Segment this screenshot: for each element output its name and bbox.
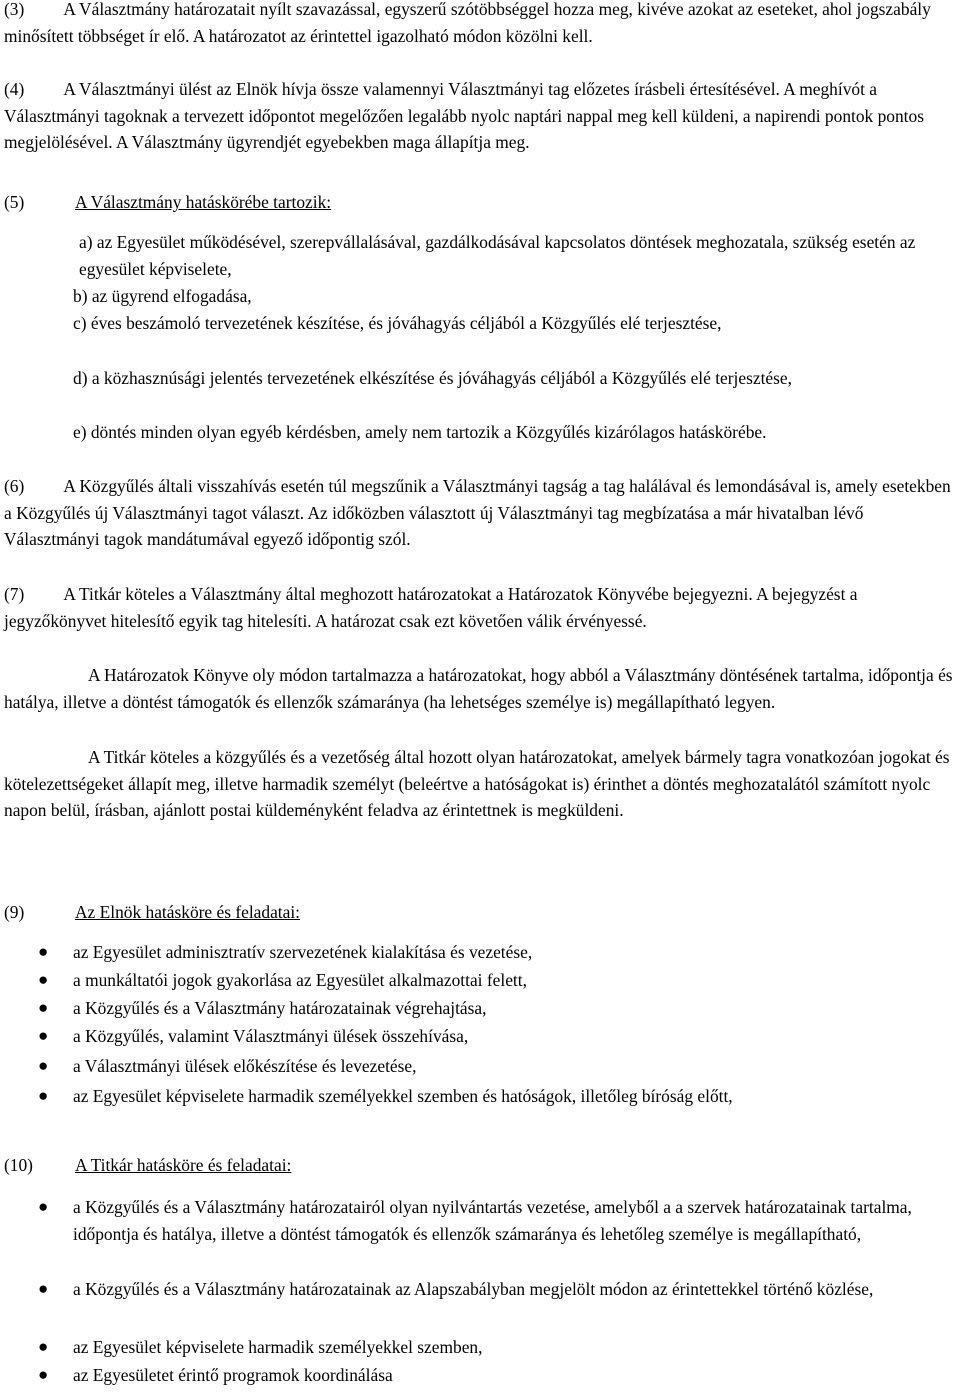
bullet-item-10-2: [38, 1276, 958, 1303]
bullet-text: a Közgyűlés és a Választmány határozatainak az Alapszabályban megjelölt módon az érintettekkel történő közlése,: [73, 1279, 874, 1299]
section-10-number: (10): [4, 1155, 33, 1175]
list-item-5c: c) éves beszámoló tervezetének készítése, és jóváhagyás céljából a Közgyűlés elé terjesztése,: [73, 313, 722, 333]
bullet-item-9-2: [38, 967, 958, 994]
list-item-5d: d) a közhasznúsági jelentés tervezetének elkészítése és jóváhagyás céljából a Közgyűlés elé terjesztése,: [73, 368, 792, 388]
section-5-heading: [4, 189, 954, 216]
bullet-icon: ●: [38, 1197, 49, 1216]
section-9-title: Az Elnök hatásköre és feladatai:: [75, 902, 301, 922]
bullet-icon: ●: [38, 1279, 49, 1298]
bullet-text: az Egyesületet érintő programok koordinálása: [73, 1365, 393, 1385]
bullet-item-10-4: [38, 1362, 958, 1389]
paragraph-7-titkar: A Titkár köteles a közgyűlés és a vezetőség által hozott olyan határozatokat, amelyek bármely tagra vonatkozóan jogokat és kötelezettségeket állapít meg, illetve harmadik személyt (beleértve a hatóságokat is) érinthet a döntés meghozatalától számított nyolc napon belül, írásban, ajánlott postai küldeményként feladva az érintettnek is megküldeni.: [4, 747, 950, 820]
bullet-icon: ●: [38, 1086, 49, 1105]
bullet-item-9-1: [38, 939, 958, 966]
bullet-item-9-5: [38, 1053, 958, 1080]
bullet-icon: ●: [38, 1026, 49, 1045]
bullet-icon: ●: [38, 1365, 49, 1384]
bullet-text: az Egyesület adminisztratív szervezetének kialakítása és vezetése,: [73, 942, 533, 962]
bullet-item-9-6: [38, 1083, 958, 1110]
bullet-text: az Egyesület képviselete harmadik személyekkel szemben és hatóságok, illetőleg bíróság előtt,: [73, 1086, 733, 1106]
bullet-text: a Közgyűlés és a Választmány határozatairól olyan nyilvántartás vezetése, amelyből a a szervek határozatainak tartalma, időpontja és hatálya, illetve a döntést támogatók és ellenzők számaránya és lehetőleg személye is megállapítható,: [73, 1197, 912, 1244]
list-item-5b: b) az ügyrend elfogadása,: [73, 286, 252, 306]
bullet-item-10-3: [38, 1334, 958, 1361]
section-5-number: (5): [4, 192, 25, 212]
bullet-text: a Közgyűlés, valamint Választmányi ülések összehívása,: [73, 1026, 469, 1046]
paragraph-6: (6) A Közgyűlés általi visszahívás esetén túl megszűnik a Választmányi tagság a tag halálával és lemondásával is, amely esetekben a Közgyűlés új Választmányi tagot választ. Az időközben választott új Választmányi tag megbízatása a már hivatalban lévő Választmányi tagok mandátumával egyező időpontig szól.: [4, 476, 951, 549]
bullet-text: az Egyesület képviselete harmadik személyekkel szemben,: [73, 1337, 483, 1357]
section-9-heading: [4, 899, 954, 926]
bullet-item-9-4: [38, 1023, 958, 1050]
paragraph-3: (3) A Választmány határozatait nyílt szavazással, egyszerű szótöbbséggel hozza meg, kivéve azokat az eseteket, ahol jogszabály minősített többséget ír elő. A határozatot az érintettel igazolható módon közölni kell.: [4, 0, 931, 46]
bullet-text: a munkáltatói jogok gyakorlása az Egyesület alkalmazottai felett,: [73, 970, 527, 990]
bullet-icon: ●: [38, 1337, 49, 1356]
bullet-icon: ●: [38, 942, 49, 961]
bullet-text: a Választmányi ülések előkészítése és levezetése,: [73, 1056, 417, 1076]
paragraph-7: (7) A Titkár köteles a Választmány által meghozott határozatokat a Határozatok Könyvébe bejegyezni. A bejegyzést a jegyzőkönyvet hitelesítő egyik tag hitelesíti. A határozat csak ezt követően válik érvényessé.: [4, 584, 858, 631]
bullet-icon: ●: [38, 970, 49, 989]
list-item-5a: a) az Egyesület működésével, szerepvállalásával, gazdálkodásával kapcsolatos döntések meghozatala, szükség esetén az egyesület képviselete,: [79, 232, 916, 279]
bullet-item-9-3: [38, 995, 958, 1022]
section-9-number: (9): [4, 902, 25, 922]
bullet-icon: ●: [38, 1056, 49, 1075]
section-10-heading: [4, 1152, 954, 1179]
bullet-icon: ●: [38, 998, 49, 1017]
paragraph-4: (4) A Választmányi ülést az Elnök hívja össze valamennyi Választmányi tag előzetes írásbeli értesítésével. A meghívót a Választmányi tagoknak a tervezett időpontot megelőzően legalább nyolc naptári nappal meg kell küldeni, a napirendi pontok pontos megjelölésével. A Választmány ügyrendjét egyebekben maga állapítja meg.: [4, 79, 924, 152]
bullet-item-10-1: [38, 1194, 958, 1247]
section-10-title: A Titkár hatásköre és feladatai:: [75, 1155, 292, 1175]
list-item-5e: e) döntés minden olyan egyéb kérdésben, amely nem tartozik a Közgyűlés kizárólagos hatáskörébe.: [73, 422, 767, 442]
paragraph-7-continued: A Határozatok Könyve oly módon tartalmazza a határozatokat, hogy abból a Választmány döntésének tartalma, időpontja és hatálya, illetve a döntést támogatók és ellenzők számaránya (ha lehetséges személye is) megállapítható legyen.: [4, 665, 953, 712]
section-5-title: A Választmány hatáskörébe tartozik:: [75, 192, 332, 212]
bullet-text: a Közgyűlés és a Választmány határozatainak végrehajtása,: [73, 998, 487, 1018]
